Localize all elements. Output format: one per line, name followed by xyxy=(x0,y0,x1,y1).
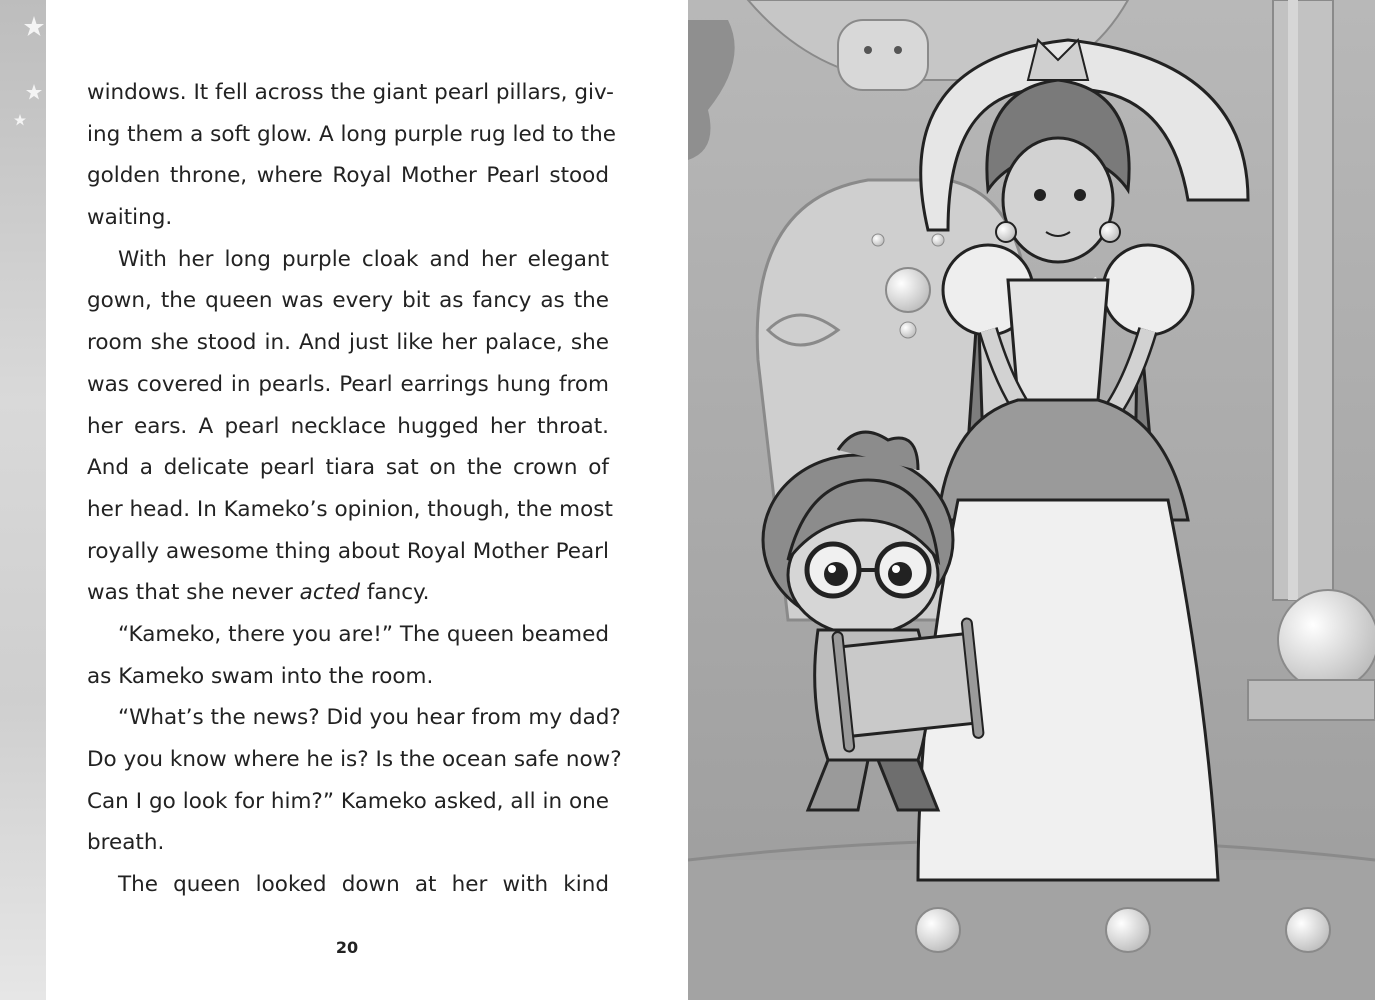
throne-pearl xyxy=(886,268,930,312)
text-fragment: fancy. xyxy=(359,580,430,606)
floor-pearl xyxy=(1286,908,1330,952)
star-icon xyxy=(24,16,44,36)
text-line xyxy=(87,572,609,614)
pearl-icon xyxy=(894,46,902,54)
text-line: her ears. A pearl necklace hugged her throat. xyxy=(87,413,609,439)
queen-bodice xyxy=(1008,280,1108,400)
scroll-icon xyxy=(839,633,978,736)
emphasis-word: acted xyxy=(299,580,360,606)
pearl-icon xyxy=(864,46,872,54)
text-line: golden throne, where Royal Mother Pearl stood xyxy=(87,163,609,189)
text-line: breath. xyxy=(87,830,165,856)
text-line: The queen looked down at her with kind xyxy=(118,872,609,898)
text-line: Can I go look for him?” Kameko asked, all in one xyxy=(87,788,609,814)
body-text xyxy=(87,72,622,906)
text-line: waiting. xyxy=(87,205,173,231)
star-icon xyxy=(14,114,26,126)
top-ornament xyxy=(838,20,928,90)
pearl-earring-icon xyxy=(996,222,1016,242)
pillar-pearl xyxy=(1278,590,1375,690)
text-line: gown, the queen was every bit as fancy as the xyxy=(87,288,609,314)
text-line: With her long purple cloak and her elegant xyxy=(118,246,609,272)
queen-and-kameko-illustration xyxy=(688,0,1375,1000)
page-gutter xyxy=(0,0,46,1000)
star-decorations xyxy=(0,0,46,160)
floor-pearl xyxy=(1106,908,1150,952)
text-line: “What’s the news? Did you hear from my dad? xyxy=(118,705,621,731)
illustration-panel xyxy=(688,0,1375,1000)
text-line: windows. It fell across the giant pearl pillars, giv- xyxy=(87,80,614,105)
pearl-pillar xyxy=(1273,0,1333,600)
text-line: her head. In Kameko’s opinion, though, the most xyxy=(87,496,613,522)
text-line: ing them a soft glow. A long purple rug led to the xyxy=(87,121,616,147)
text-line: “Kameko, there you are!” The queen beamed xyxy=(118,621,609,647)
text-page xyxy=(46,0,688,1000)
text-line: royally awesome thing about Royal Mother Pearl xyxy=(87,538,609,564)
puff-sleeve xyxy=(1103,245,1193,335)
pearl-earring-icon xyxy=(1100,222,1120,242)
page-number: 20 xyxy=(335,938,359,957)
text-line: room she stood in. And just like her palace, she xyxy=(87,330,609,356)
text-line: Do you know where he is? Is the ocean safe now? xyxy=(87,747,622,772)
text-line: And a delicate pearl tiara sat on the crown of xyxy=(87,455,609,481)
star-icon xyxy=(26,84,42,100)
text-line: was covered in pearls. Pearl earrings hung from xyxy=(87,371,609,397)
queen-face xyxy=(1003,138,1113,262)
text-line: as Kameko swam into the room. xyxy=(87,663,434,689)
text-fragment: was that she never xyxy=(87,580,300,606)
floor-pearl xyxy=(916,908,960,952)
